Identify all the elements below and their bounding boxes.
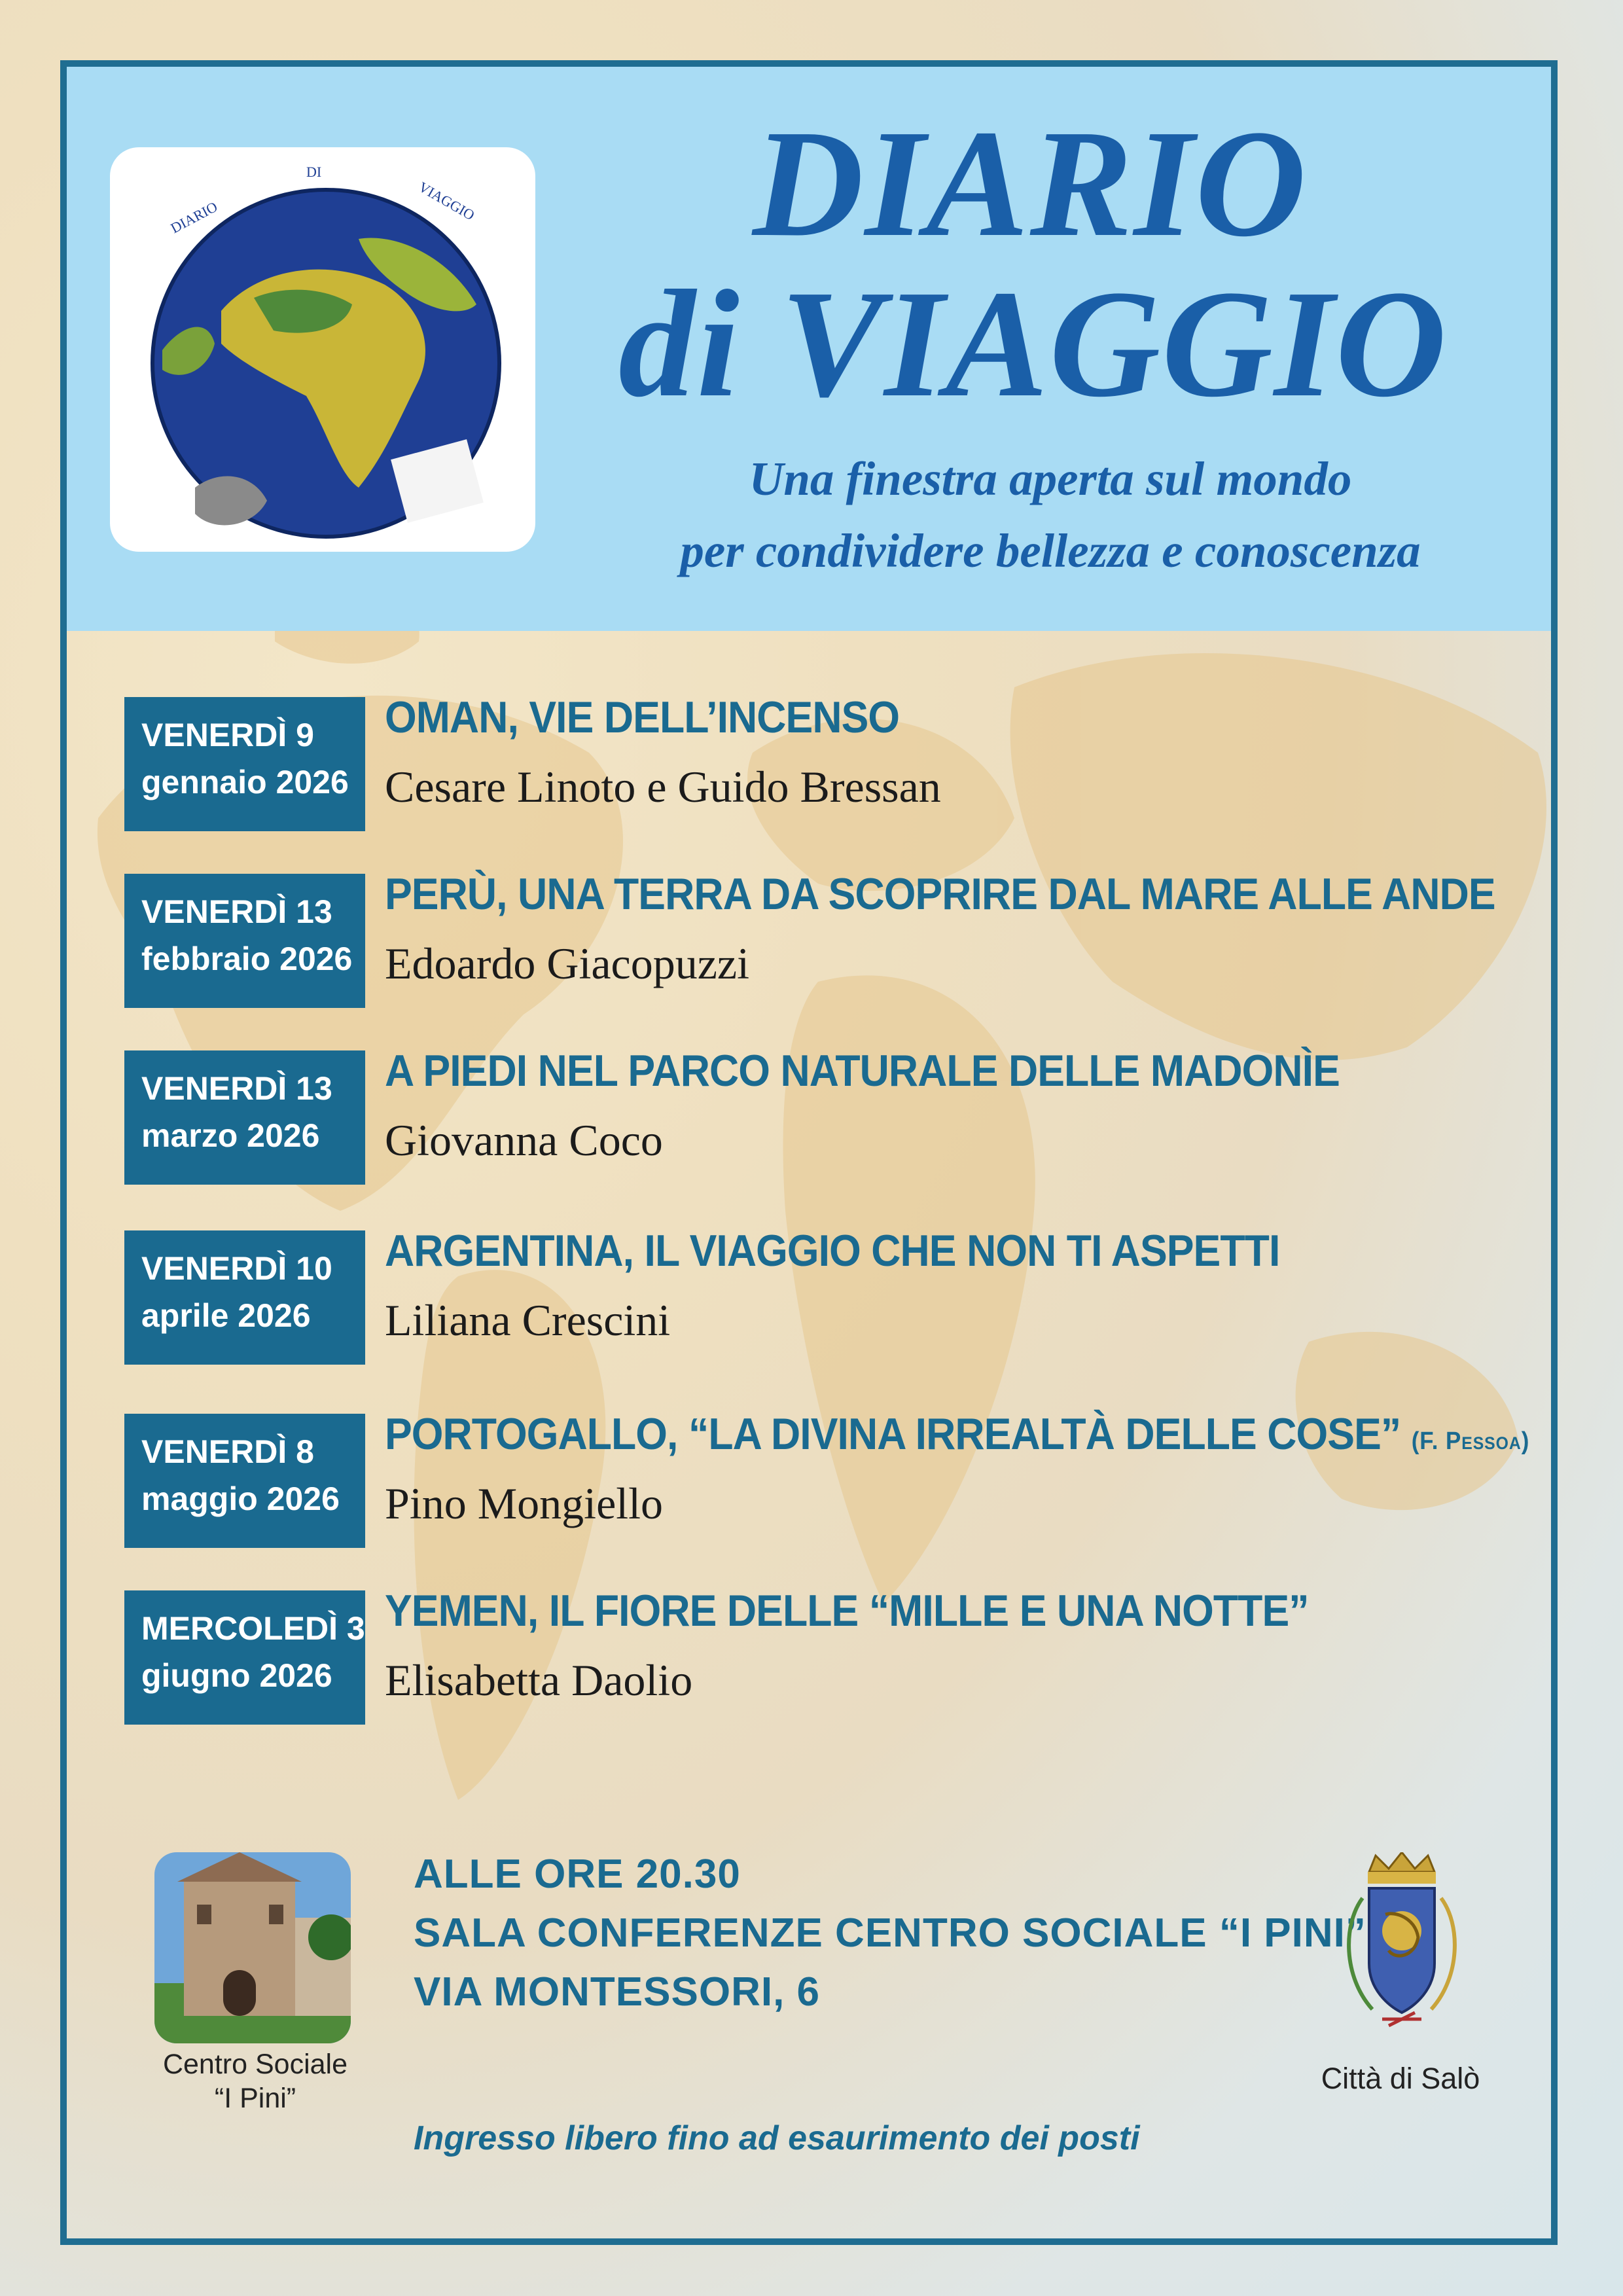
event-speaker: Giovanna Coco (385, 1115, 663, 1165)
event-day: VENERDÌ 10 (141, 1250, 332, 1287)
event-day: MERCOLEDÌ 3 (141, 1610, 365, 1647)
event-day: VENERDÌ 13 (141, 1070, 332, 1107)
event-speaker: Edoardo Giacopuzzi (385, 939, 749, 988)
event-date: marzo 2026 (141, 1117, 320, 1154)
event-title: ARGENTINA, IL VIAGGIO CHE NON TI ASPETTI (385, 1226, 1280, 1276)
event-title: YEMEN, IL FIORE DELLE “MILLE E UNA NOTTE” (385, 1586, 1309, 1636)
event-title: A PIEDI NEL PARCO NATURALE DELLE MADONÌE (385, 1046, 1340, 1096)
logo (110, 147, 535, 552)
subtitle-line-2: per condividere bellezza e conoscenza (680, 524, 1421, 577)
venue-caption: Centro Sociale “I Pini” (162, 2049, 348, 2114)
event-date-box (124, 874, 365, 1008)
event-title: PERÙ, UNA TERRA DA SCOPRIRE DAL MARE ALLE ANDE (385, 869, 1495, 919)
event-speaker: Cesare Linoto e Guido Bressan (385, 762, 941, 812)
event-item (124, 869, 1499, 1008)
logo-text-diario: DIARIO (168, 198, 221, 237)
event-day: VENERDÌ 13 (141, 893, 332, 930)
event-title: OMAN, VIE DELL’INCENSO (385, 692, 900, 742)
event-address: VIA MONTESSORI, 6 (414, 1969, 821, 2015)
event-date-box (124, 1414, 365, 1548)
event-item (124, 1226, 1499, 1365)
logo-text-viaggio: VIAGGIO (416, 178, 478, 224)
event-date: aprile 2026 (141, 1297, 311, 1334)
entry-note: Ingresso libero fino ad esaurimento dei posti (414, 2119, 1140, 2157)
city-caption: Città di Salò (1321, 2062, 1480, 2095)
event-day: VENERDÌ 9 (141, 717, 314, 753)
title-diario: DIARIO (753, 98, 1308, 268)
event-title: PORTOGALLO, “LA DIVINA IRREALTÀ DELLE COSE” (F. Pessoa) (385, 1409, 1530, 1459)
event-speaker: Elisabetta Daolio (385, 1655, 693, 1705)
city-crest-icon (1323, 1852, 1480, 2042)
event-item (124, 692, 1499, 831)
event-date: maggio 2026 (141, 1480, 340, 1517)
event-speaker: Liliana Crescini (385, 1295, 671, 1345)
subtitle-line-1: Una finestra aperta sul mondo (749, 452, 1352, 505)
event-title-note: (F. Pessoa) (1411, 1427, 1530, 1455)
event-date-box (124, 1050, 365, 1185)
logo-text-di: DI (306, 164, 322, 180)
event-item (124, 1586, 1499, 1725)
globe-icon (110, 147, 535, 552)
title-di-viaggio: di VIAGGIO (618, 259, 1448, 429)
event-date: febbraio 2026 (141, 941, 353, 977)
event-date-box (124, 1230, 365, 1365)
event-date-box (124, 697, 365, 831)
event-date-box (124, 1590, 365, 1725)
event-venue: SALA CONFERENZE CENTRO SOCIALE “I PINI” (414, 1910, 1366, 1956)
event-speaker: Pino Mongiello (385, 1479, 664, 1528)
event-item (124, 1409, 1530, 1548)
event-day: VENERDÌ 8 (141, 1433, 314, 1470)
event-item (124, 1046, 1499, 1185)
event-date: gennaio 2026 (141, 764, 349, 800)
event-date: giugno 2026 (141, 1657, 332, 1694)
event-time: ALLE ORE 20.30 (414, 1852, 741, 1897)
venue-photo (154, 1852, 351, 2043)
